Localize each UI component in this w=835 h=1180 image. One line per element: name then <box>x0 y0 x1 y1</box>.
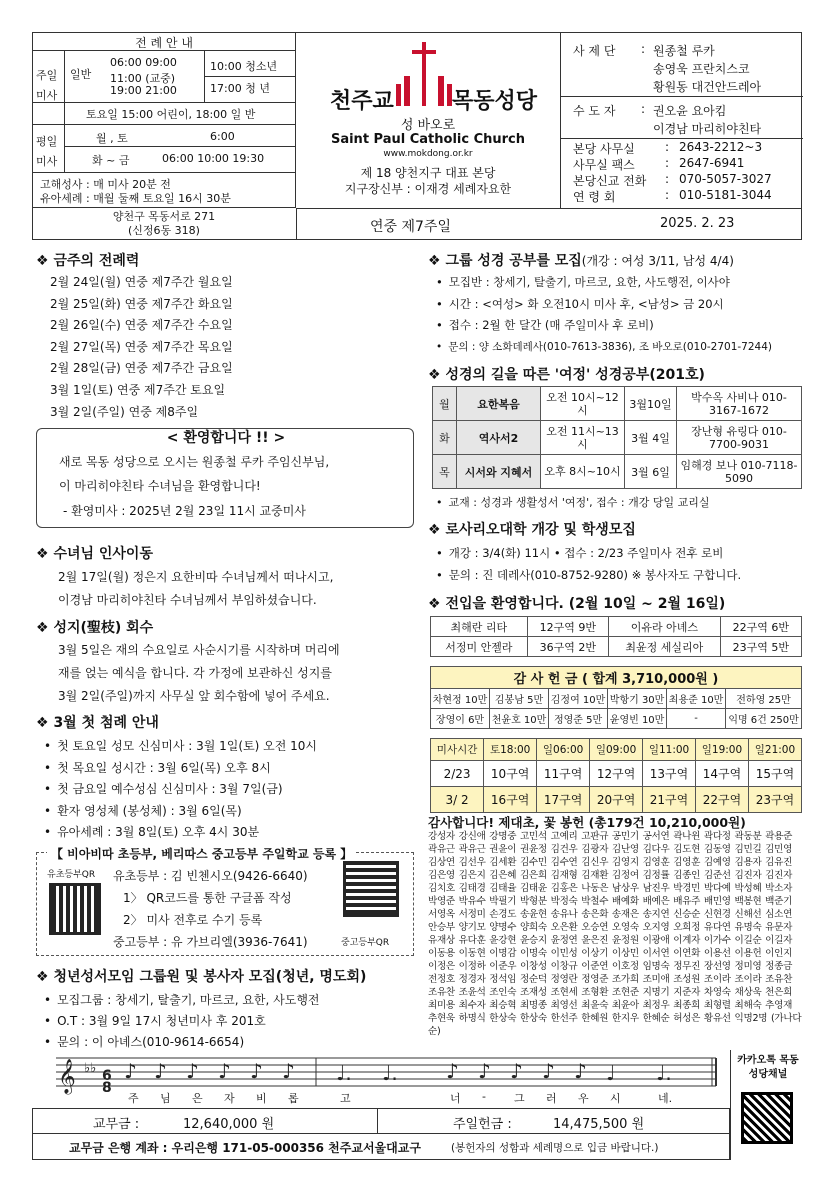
sunday-school-line-2: 1〉 QR코드를 통한 구글폼 작성 <box>123 891 292 905</box>
sunday-school-line-3: 2〉 미사 전후로 수기 등록 <box>123 913 263 927</box>
kakao-channel <box>730 1050 802 1160</box>
first-friday-item: • 첫 금요일 예수성심 신심미사 : 3월 7일(금) <box>44 779 317 801</box>
table-row: 화 역사서2 오전 11시~13시 3월 4일 장난형 유링다 010-7700-9031 <box>433 421 802 455</box>
youth-bible-item: • 문의 : 이 아녜스(010-9614-6654) <box>44 1032 320 1053</box>
first-friday-list <box>44 736 317 844</box>
hymn-lyric: - <box>482 1090 486 1103</box>
rosary-item: • 개강 : 3/4(화) 11시 • 접수 : 2/23 주일미사 전후 로비 <box>436 542 741 564</box>
nun-move-text-1: 2월 17일(월) 정은지 요한비따 수녀님께서 떠나시고, <box>58 570 334 584</box>
path-bible-note: • 교재 : 성경과 생활성서 '여정', 접수 : 개강 당일 교리실 <box>436 494 709 510</box>
contact-label-0: 본당 사무실 <box>573 142 635 156</box>
youth-bible-item: • 모집그룹 : 창세기, 탈출기, 마르코, 요한, 사도행전 <box>44 990 320 1011</box>
bank-account: 교무금 은행 계좌 : 우리은행 171-05-000356 천주교서울대교구 <box>69 1141 421 1155</box>
hymn-lyric: 너 <box>450 1092 461 1105</box>
hymn-lyric: 자 <box>224 1092 235 1105</box>
group-bible-title: ❖ 그룹 성경 공부를 모집(개강 : 여성 3/11, 남성 4/4) <box>428 253 734 269</box>
svg-text:♪: ♪ <box>574 1059 587 1083</box>
hymn-staff <box>36 1050 726 1110</box>
liturgy-item: 2월 24일(월) 연중 제7주간 월요일 <box>50 275 233 289</box>
newcomers-table <box>430 616 802 657</box>
diamond-icon: ❖ <box>36 715 49 731</box>
svg-text:♪: ♪ <box>124 1059 137 1083</box>
hymn-lyric: 우 <box>578 1092 589 1105</box>
hymn-lyric: 비 <box>256 1092 267 1105</box>
table-row: 최해란 리타 12구역 9반 이유라 아녜스 22구역 6반 <box>431 617 802 637</box>
liturgy-item: 3월 2일(주일) 연중 제8주일 <box>50 404 199 419</box>
contact-value-0: 2643-2212~3 <box>679 140 763 154</box>
tue-fri-time: 06:00 10:00 19:30 <box>162 152 265 165</box>
sunday-offering-label: 주일헌금 : <box>453 1117 512 1132</box>
hymn-lyric: 러 <box>546 1092 557 1105</box>
svg-text:♪: ♪ <box>186 1059 199 1083</box>
weekday-general-label: 일반 <box>70 68 92 81</box>
diamond-icon: ❖ <box>428 522 441 538</box>
nun-move-title: ❖ 수녀님 인사이동 <box>36 546 153 562</box>
youth-time-2: 17:00 청 년 <box>210 82 270 95</box>
church-english: Saint Paul Catholic Church <box>330 132 526 147</box>
hymn-lyric: 은 <box>192 1092 203 1105</box>
group-bible-item: • 접수 : 2월 한 달간 (매 주일미사 후 로비) <box>436 315 772 337</box>
sunday-school-line-4: 중고등부 : 유 가브리엘(3936-7641) <box>113 935 308 949</box>
contact-value-1: 2647-6941 <box>679 156 745 170</box>
youth-bible-item: • O.T : 3월 9일 17시 청년미사 후 201호 <box>44 1011 320 1032</box>
liturgy-list <box>50 272 233 423</box>
music-staff <box>36 1050 726 1098</box>
address <box>32 210 296 238</box>
priest-2: 송영욱 프란치스코 <box>653 62 750 76</box>
first-friday-item: • 첫 목요일 성시간 : 3월 6일(목) 오후 8시 <box>44 758 317 780</box>
rosary-list <box>436 542 741 586</box>
liturgy-item: 2월 27일(목) 연중 제7주간 목요일 <box>50 339 233 354</box>
palm-text-3: 3월 2일(주일)까지 사무실 앞 회수함에 넣어 주세요. <box>58 689 330 703</box>
table-row: 3/ 2 16구역 17구역 20구역 21구역 22구역 23구역 <box>431 787 802 813</box>
mon-sat-label: 월 , 토 <box>96 132 128 145</box>
group-bible-list <box>436 272 772 358</box>
youth-bible-title: ❖ 청년성서모임 그룹원 및 봉사자 모집(청년, 명도회) <box>36 969 367 985</box>
svg-text:♪: ♪ <box>282 1059 295 1083</box>
table-row: 서정미 안젤라 36구역 2반 최윤정 세실리아 23구역 5반 <box>431 637 802 657</box>
table-row: 미사시간 토18:00 일06:00 일09:00 일11:00 일19:00 일21:00 <box>431 739 802 761</box>
palm-title: ❖ 성지(聖枝) 회수 <box>36 620 154 636</box>
qr-left-label: 유초등부QR <box>47 870 96 880</box>
rosary-item: • 문의 : 진 데레사(010-8752-9280) ※ 봉사자도 구합니다. <box>436 564 741 586</box>
bulletin-date: 2025. 2. 23 <box>660 216 735 231</box>
svg-text:♪: ♪ <box>510 1059 523 1083</box>
diamond-icon: ❖ <box>428 253 441 269</box>
diamond-icon: ❖ <box>36 620 49 636</box>
clergy-box: 사 제 단 : 원종철 루카 송영욱 프란치스코 황원동 대건안드레아 수 도 자 : 권오윤 요아킴 이경남 마리히야친타 본당 사무실 2643-2212~3 사무실 팩스 2647-6941 본당신교 전화 070-5057-3027 연 령 회 010-5181-3044 : : : : <box>560 32 802 208</box>
svg-text:♩.: ♩. <box>336 1061 352 1085</box>
hymn-lyric: 롭 <box>288 1092 299 1105</box>
sunday-time-3: 19:00 21:00 <box>110 84 177 97</box>
kakao-qr-code <box>741 1092 793 1144</box>
youth-time-1: 10:00 청소년 <box>210 60 278 73</box>
mass-heading: 전 례 안 내 <box>135 36 193 50</box>
finance-box <box>32 1108 730 1160</box>
priest-3: 황원동 대건안드레아 <box>653 80 762 94</box>
table-row: 장영이 6만 천윤호 10만 정영준 5만 윤영빈 10만 - 익명 6건 250만 <box>431 709 802 729</box>
church-patron: 성 바오로 <box>400 118 456 133</box>
group-bible-item: • 모집반 : 창세기, 탈출기, 마르코, 요한, 사도행전, 이사야 <box>436 272 772 294</box>
church-logo <box>300 36 556 212</box>
first-friday-item: • 환자 영성체 (봉성체) : 3월 6일(목) <box>44 801 317 823</box>
tue-fri-label: 화 ~ 금 <box>92 154 130 167</box>
svg-text:8: 8 <box>102 1080 112 1096</box>
svg-text:♪: ♪ <box>446 1059 459 1083</box>
welcome-line-1: 새로 목동 성당으로 오시는 원종철 루카 주임신부님, <box>59 455 330 469</box>
first-friday-item: • 첫 토요일 성모 신심미사 : 3월 1일(토) 오전 10시 <box>44 736 317 758</box>
svg-text:♩: ♩ <box>606 1061 616 1085</box>
svg-text:♭♭: ♭♭ <box>84 1061 97 1076</box>
hymn-lyric: 고 <box>340 1092 351 1105</box>
welcome-line-3: - 환영미사 : 2025년 2월 23일 11시 교중미사 <box>63 504 306 518</box>
saturday-line: 토요일 15:00 어린이, 18:00 일 반 <box>86 108 256 121</box>
welcome-box <box>36 428 414 528</box>
liturgy-item: 2월 28일(금) 연중 제7주간 금요일 <box>50 361 233 376</box>
district-priest: 지구장신부 : 이재경 세례자요한 <box>344 182 512 196</box>
group-bible-subtitle: (개강 : 여성 3/11, 남성 4/4) <box>581 254 734 268</box>
contact-label-2: 본당신교 전화 <box>573 174 647 188</box>
hymn-lyric: 주 <box>128 1092 139 1105</box>
sunday-time-2: 11:00 (교중) <box>110 72 176 85</box>
hymn-lyric: 그 <box>514 1092 525 1105</box>
sunday-school-line-1: 유초등부 : 김 빈첸시오(9426-6640) <box>113 869 308 883</box>
liturgy-item: 2월 25일(화) 연중 제7주간 화요일 <box>50 296 233 311</box>
hymn-lyric: 시 <box>610 1092 621 1105</box>
sunday-offering-value: 14,475,500 원 <box>553 1117 645 1132</box>
confession-info: 고해성사 : 매 미사 20분 전 <box>40 178 171 191</box>
contact-label-1: 사무실 팩스 <box>573 158 635 172</box>
hymn-lyric: 님 <box>160 1092 171 1105</box>
contact-value-2: 070-5057-3027 <box>679 172 772 186</box>
youth-bible-list <box>44 990 320 1053</box>
flowers-names: 강성자 강신애 강명중 고민석 고예리 고판규 공민기 공서연 곽나윈 곽다정 곽동분 곽용준 곽유근 곽유근 권윤이 권윤정 김건우 김광자 김난영 김다우 김도현 김동영 김민길 김민영 김상연 김선우 김세환 김수민 김수연 김신우 김영지 김영훈 김영훈 김예영 김용자 김유진 김은영 김은지 김은혜 김은희 김재형 김재환 김정여 김정률 김종인 김준선 김진자 김진자 김치호 김태경 김태율 김태윤 김홍은 나동은 남상우 남진우 박경민 박다예 박성혜 박소자 박영준 박유수 박필기 박형분 박정숙 박철수 배예화 배예은 배유주 배민영 백봉현 백준기 서영옥 서정미 손경도 송윤현 송유나 송은화 송재은 송지연 신승순 신현경 신해선 심소연 안승부 양기모 양명수 양희숙 오은환 오승연 오영숙 오지영 오희정 유다연 유명숙 유문자 유재상 유다훈 윤강현 윤승지 윤정연 윤은진 윤정원 이광애 이계자 이가수 이길순 이길자 이동용 이동현 이명감 이명숙 이민성 이상기 이상민 이서연 이연화 이용선 이용헌 이인지 이정은 이정하 이준우 이창성 이창규 이준연 이호정 임명숙 정무진 장선영 정미영 정종금 전정호 정경자 정석임 정순덕 정영란 정영준 조가희 조미애 조성원 조이라 조이라 조유찬 조유찬 조윤석 조인숙 조재성 조현세 조형환 조현준 지명기 지준자 차영숙 채상욱 천은희 최미용 최수자 최승혁 최명종 최영선 최윤숙 최윤아 최정우 최종희 최형렬 최해숙 추영재 추현욱 하명식 한상숙 한상숙 한선주 한혜원 한지우 한혜순 허성은 황유선 익명2명 (가나다 순) <box>428 831 802 1037</box>
thanks-table <box>430 666 802 729</box>
newcomers-title: ❖ 전입을 환영합니다. (2월 10일 ~ 2월 16일) <box>428 596 726 612</box>
group-bible-item: • 문의 : 양 소화데레사(010-7613-3836), 조 바오로(010-2701-7244) <box>436 337 772 359</box>
svg-text:♪: ♪ <box>218 1059 231 1083</box>
welcome-line-2: 이 마리히야친타 수녀님을 환영합니다! <box>59 479 261 493</box>
palm-text-2: 재를 얹는 예식을 합니다. 각 가정에 보관하신 성지를 <box>58 666 332 680</box>
address-line-2: (신정6동 318) <box>128 224 200 237</box>
svg-text:♪: ♪ <box>154 1059 167 1083</box>
liturgy-item: 3월 1일(토) 연중 제7주간 토요일 <box>50 382 226 397</box>
svg-text:6: 6 <box>102 1068 112 1084</box>
table-row: 목 시서와 지혜서 오후 8시~10시 3월 6일 임해경 보나 010-7118-5090 <box>433 455 802 489</box>
diamond-icon: ❖ <box>36 969 49 985</box>
sunday-school-box <box>36 847 414 956</box>
flowers-title: 감사합니다! 제대초, 꽃 봉헌 (총179건 10,210,000원) <box>428 815 746 830</box>
qr-code-left <box>49 883 101 935</box>
first-friday-item: • 유아세례 : 3월 8일(토) 오후 4시 30분 <box>44 822 317 844</box>
svg-text:♩.: ♩. <box>656 1061 672 1085</box>
svg-text:♪: ♪ <box>478 1059 491 1083</box>
diamond-icon: ❖ <box>36 253 49 269</box>
svg-text:♪: ♪ <box>542 1059 555 1083</box>
rosary-title: ❖ 로사리오대학 개강 및 학생모집 <box>428 522 636 538</box>
contact-label-3: 연 령 회 <box>573 190 616 204</box>
diamond-icon: ❖ <box>36 546 49 562</box>
first-friday-title: ❖ 3월 첫 첨례 안내 <box>36 715 159 731</box>
weekday-mass-label: 평일 미사 <box>36 135 58 168</box>
nun-2: 이경남 마리히야친타 <box>653 122 762 136</box>
priest-1: 원종철 루카 <box>653 44 715 58</box>
qr-code-right <box>343 861 399 917</box>
church-name-right: 목동성당 <box>452 89 538 114</box>
table-row: 차현정 10만 김봉남 5만 김정여 10만 박항기 30만 최용준 10만 전하영 25만 <box>431 689 802 709</box>
table-row <box>431 667 802 689</box>
qr-right-label: 중고등부QR <box>341 938 390 948</box>
church-name-left: 천주교 <box>330 89 394 114</box>
thanks-title: 감 사 헌 금 ( 합계 3,710,000원 ) <box>431 667 802 689</box>
parish-fee-label: 교무금 : <box>93 1117 140 1132</box>
hymn-lyric: 네. <box>658 1092 673 1105</box>
group-bible-item: • 시간 : <여성> 화 오전10시 미사 후, <남성> 금 20시 <box>436 294 772 316</box>
contact-value-3: 010-5181-3044 <box>679 188 772 202</box>
diamond-icon: ❖ <box>428 596 441 612</box>
nun-label: 수 도 자 <box>573 104 616 118</box>
district: 제 18 양천지구 대표 본당 <box>360 166 496 180</box>
svg-text:♪: ♪ <box>250 1059 263 1083</box>
church-website: www.mokdong.or.kr <box>383 149 473 159</box>
parish-fee-value: 12,640,000 원 <box>183 1117 275 1132</box>
liturgy-item: 2월 26일(수) 연중 제7주간 수요일 <box>50 318 233 333</box>
bank-note: (봉헌자의 성함과 세례명으로 입금 바랍니다.) <box>451 1142 659 1154</box>
nun-1: 권오윤 요아킴 <box>653 104 727 118</box>
sunday-time-1: 06:00 09:00 <box>110 56 177 69</box>
kakao-channel-label: 카카오톡 목동성당채널 <box>737 1055 799 1080</box>
palm-text-1: 3월 5일은 재의 수요일로 사순시기를 시작하며 머리에 <box>58 643 340 657</box>
priest-label: 사 제 단 <box>573 44 616 58</box>
nun-move-text-2: 이경남 마리히야친타 수녀님께서 부임하셨습니다. <box>58 593 317 607</box>
svg-text:𝄞: 𝄞 <box>58 1059 76 1094</box>
liturgy-title: ❖ 금주의 전례력 <box>36 253 140 269</box>
path-bible-table <box>432 386 802 489</box>
diamond-icon: ❖ <box>428 367 441 383</box>
welcome-title: < 환영합니다 !! > <box>166 430 286 446</box>
baptism-info: 유아세례 : 매월 둘째 토요일 16시 30분 <box>40 192 231 205</box>
sunday-school-title: 【 비아비따 초등부, 베리따스 중고등부 주일학교 등록 】 <box>47 845 356 862</box>
mon-sat-time: 6:00 <box>210 130 235 143</box>
bulletin-title: 연중 제7주일 <box>370 219 451 235</box>
svg-text:♩.: ♩. <box>382 1061 398 1085</box>
path-bible-title: ❖ 성경의 길을 따른 '여정' 성경공부(201호) <box>428 367 705 383</box>
mass-schedule <box>32 32 296 208</box>
service-table <box>430 738 802 813</box>
sunday-mass-label: 주일 미사 <box>36 69 58 102</box>
address-line-1: 양천구 목동서로 271 <box>112 210 216 223</box>
table-row: 2/23 10구역 11구역 12구역 13구역 14구역 15구역 <box>431 761 802 787</box>
table-row: 월 요한복음 오전 10시~12시 3월10일 박수옥 사비나 010-3167-1672 <box>433 387 802 421</box>
